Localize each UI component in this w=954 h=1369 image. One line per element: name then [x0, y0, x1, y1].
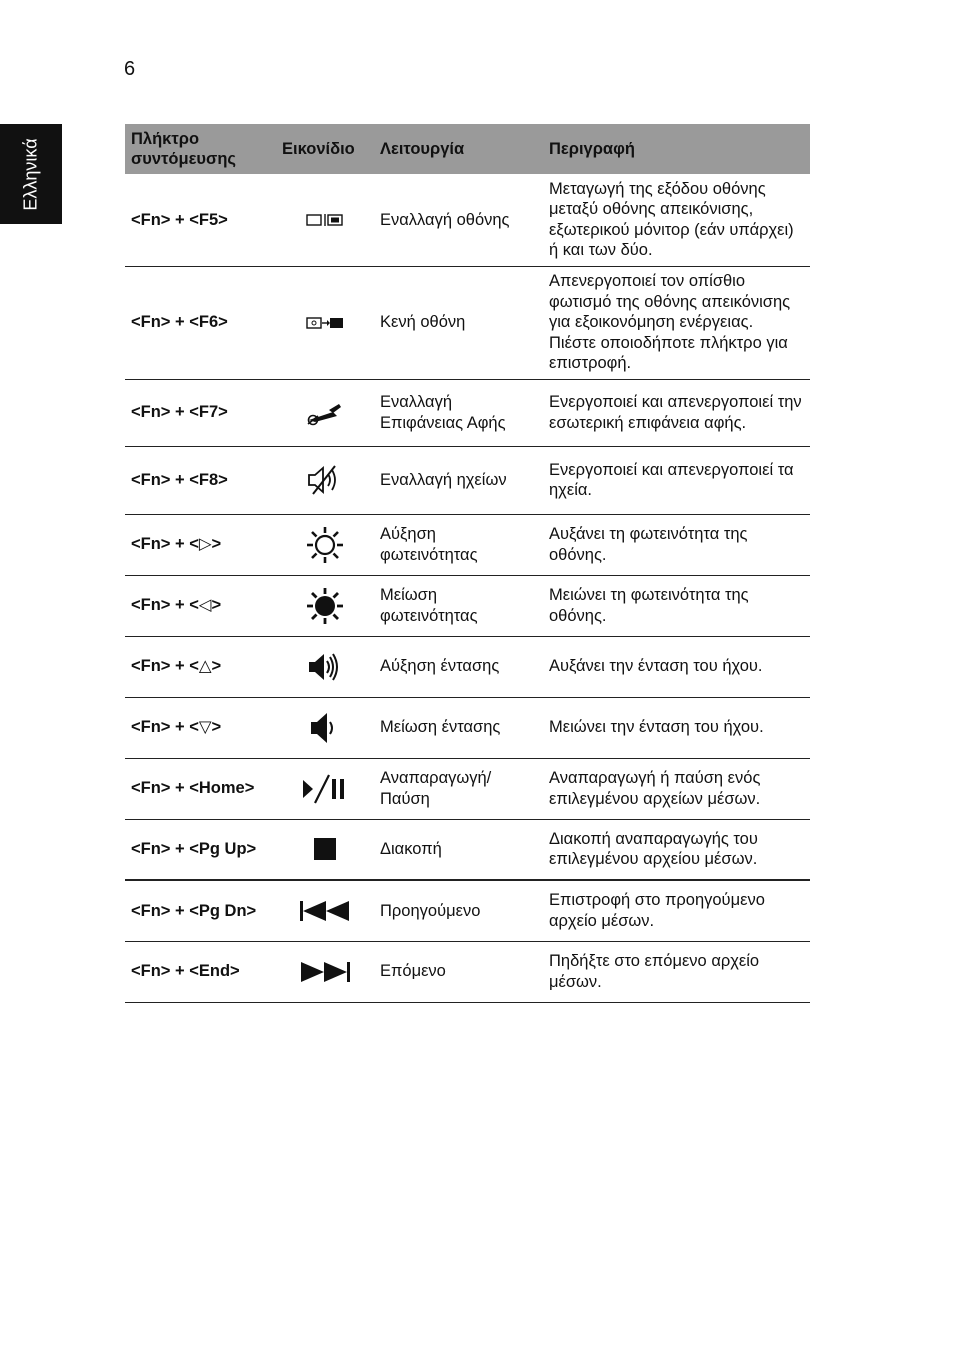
volume-up-icon: [305, 650, 345, 684]
row-icon-cell: [276, 758, 374, 819]
page-number: 6: [124, 58, 136, 80]
screen-blank-icon: [305, 315, 345, 331]
header-key: Πλήκτρο συντόμευσης: [125, 124, 276, 174]
play-pause-icon: [299, 773, 351, 805]
table-row: [125, 266, 810, 379]
row-function: Εναλλαγή οθόνης: [374, 174, 543, 266]
language-tab-label: Ελληνικά: [20, 137, 41, 211]
touchpad-toggle-icon: [305, 400, 345, 426]
row-description: Απενεργοποιεί τον οπίσθιο φωτισμό της οθόνης απεικόνισης για εξοικονόμηση ενέργειας. Πιέστε οποιοδήποτε πλήκτρο για επιστροφή.: [543, 266, 810, 379]
header-icon: Εικονίδιο: [276, 124, 374, 174]
table-header: [125, 124, 810, 174]
brightness-up-icon: [305, 525, 345, 565]
row-description: Ενεργοποιεί και απενεργοποιεί τα ηχεία.: [543, 446, 810, 514]
next-track-icon: [297, 958, 353, 986]
table-row: [125, 758, 810, 819]
row-function: Κενή οθόνη: [374, 266, 543, 379]
row-function: Μείωση έντασης: [374, 697, 543, 758]
row-key: <Fn> + <Home>: [125, 758, 276, 819]
row-description: Αυξάνει τη φωτεινότητα της οθόνης.: [543, 514, 810, 575]
row-icon-cell: [276, 266, 374, 379]
volume-down-icon: [305, 710, 345, 746]
table-row: [125, 880, 810, 941]
row-key: <Fn> + <F7>: [125, 379, 276, 446]
language-tab: [0, 124, 62, 224]
table-row: [125, 697, 810, 758]
display-toggle-icon: [305, 212, 345, 228]
row-description: Διακοπή αναπαραγωγής του επιλεγμένου αρχείου μέσων.: [543, 819, 810, 880]
row-key: <Fn> + <F8>: [125, 446, 276, 514]
row-icon-cell: [276, 514, 374, 575]
row-icon-cell: [276, 379, 374, 446]
row-key: <Fn> + <▷>: [125, 514, 276, 575]
row-function: Εναλλαγή ηχείων: [374, 446, 543, 514]
row-description: Αυξάνει την ένταση του ήχου.: [543, 636, 810, 697]
row-key: <Fn> + <▽>: [125, 697, 276, 758]
row-icon-cell: [276, 174, 374, 266]
row-description: Μειώνει τη φωτεινότητα της οθόνης.: [543, 575, 810, 636]
table-row: [125, 819, 810, 880]
row-key: <Fn> + <Pg Up>: [125, 819, 276, 880]
row-icon-cell: [276, 636, 374, 697]
row-key: <Fn> + <Pg Dn>: [125, 880, 276, 941]
row-icon-cell: [276, 697, 374, 758]
row-key: <Fn> + <F5>: [125, 174, 276, 266]
table-row: [125, 941, 810, 1002]
table-row: [125, 575, 810, 636]
row-description: Αναπαραγωγή ή παύση ενός επιλεγμένου αρχείων μέσων.: [543, 758, 810, 819]
row-description: Μεταγωγή της εξόδου οθόνης μεταξύ οθόνης απεικόνισης, εξωτερικού μόνιτορ (εάν υπάρχει) ή και των δύο.: [543, 174, 810, 266]
header-function: Λειτουργία: [374, 124, 543, 174]
row-icon-cell: [276, 941, 374, 1002]
stop-icon: [305, 834, 345, 864]
row-key: <Fn> + <F6>: [125, 266, 276, 379]
table-row: [125, 446, 810, 514]
row-icon-cell: [276, 819, 374, 880]
brightness-down-icon: [305, 586, 345, 626]
row-function: Εναλλαγή Επιφάνειας Αφής: [374, 379, 543, 446]
row-key: <Fn> + <End>: [125, 941, 276, 1002]
row-key: <Fn> + <◁>: [125, 575, 276, 636]
speaker-toggle-icon: [305, 464, 345, 496]
row-icon-cell: [276, 446, 374, 514]
row-description: Πηδήξτε στο επόμενο αρχείο μέσων.: [543, 941, 810, 1002]
row-function: Διακοπή: [374, 819, 543, 880]
row-function: Αύξηση φωτεινότητας: [374, 514, 543, 575]
table-row: [125, 514, 810, 575]
hotkeys-table: [125, 124, 810, 1003]
table-row: [125, 636, 810, 697]
row-function: Μείωση φωτεινότητας: [374, 575, 543, 636]
previous-track-icon: [297, 897, 353, 925]
table-row: [125, 379, 810, 446]
row-description: Μειώνει την ένταση του ήχου.: [543, 697, 810, 758]
row-key: <Fn> + <△>: [125, 636, 276, 697]
row-description: Ενεργοποιεί και απενεργοποιεί την εσωτερική επιφάνεια αφής.: [543, 379, 810, 446]
row-function: Αναπαραγωγή/ Παύση: [374, 758, 543, 819]
row-description: Επιστροφή στο προηγούμενο αρχείο μέσων.: [543, 880, 810, 941]
row-icon-cell: [276, 575, 374, 636]
header-description: Περιγραφή: [543, 124, 810, 174]
row-function: Προηγούμενο: [374, 880, 543, 941]
row-icon-cell: [276, 880, 374, 941]
table-row: [125, 174, 810, 266]
row-function: Αύξηση έντασης: [374, 636, 543, 697]
row-function: Επόμενο: [374, 941, 543, 1002]
